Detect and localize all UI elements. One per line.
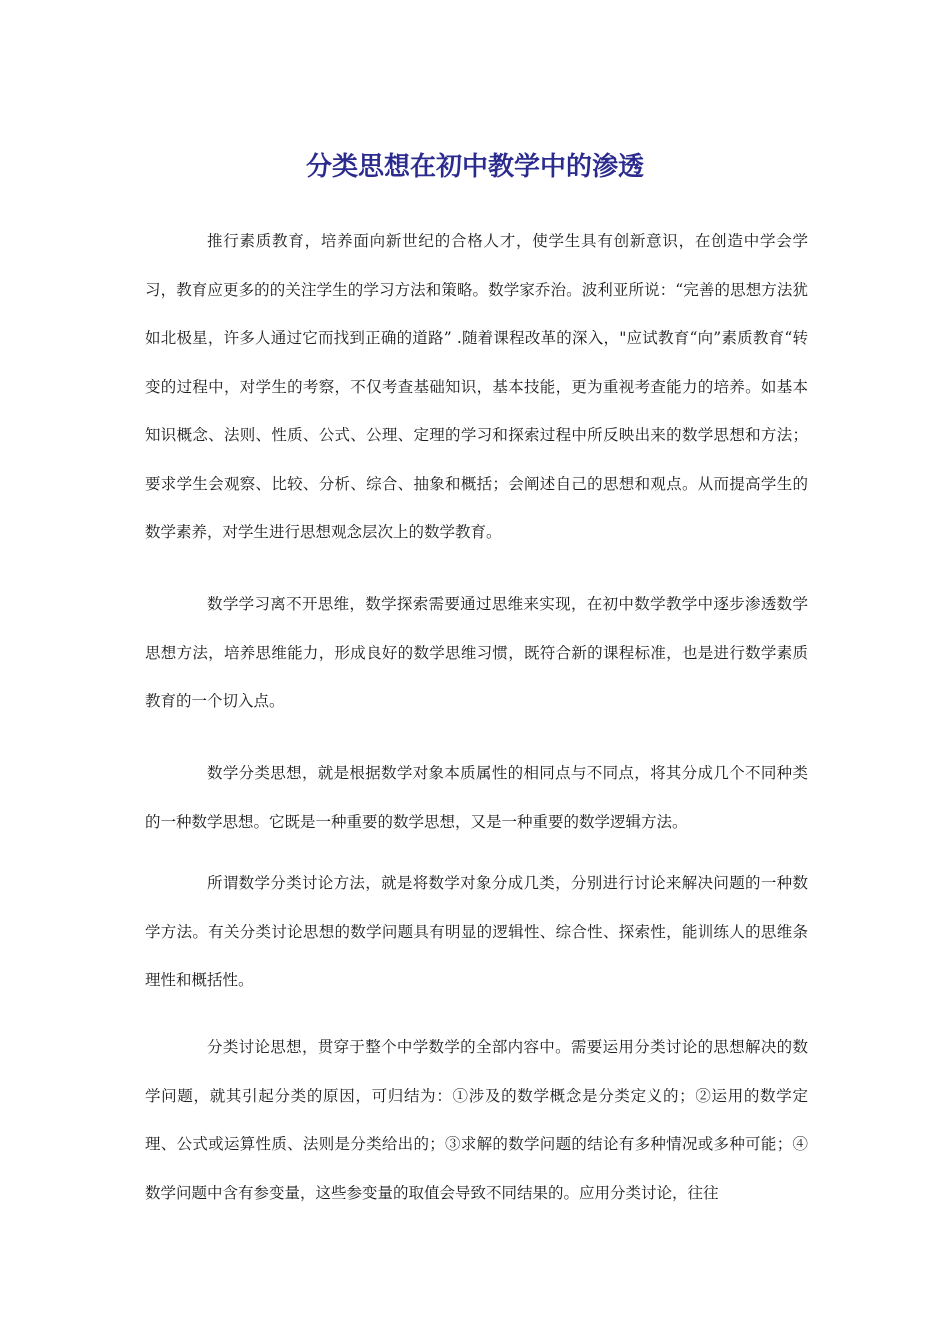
- paragraph-classification-causes: 分类讨论思想，贯穿于整个中学数学的全部内容中。需要运用分类讨论的思想解决的数学问题，就其引起分类的原因，可归结为：①涉及的数学概念是分类定义的；②运用的数学定理、公式或运算性质、法则是分类给出的；③求解的数学问题的结论有多种情况或多种可能；④数学问题中含有参变量，这些参变量的取值会导致不同结果的。应用分类讨论，往往: [145, 1038, 808, 1202]
- paragraph-intro: 推行素质教育，培养面向新世纪的合格人才，使学生具有创新意识，在创造中学会学习，教育应更多的的关注学生的学习方法和策略。数学家乔治。波利亚所说：“完善的思想方法犹如北极星，许多人通过它而找到正确的道路” .随着课程改革的深入，"应试教育“向”素质教育“转变的过程中，对学生的考察，不仅考查基础知识，基本技能，更为重视考查能力的培养。如基本知识概念、法则、性质、公式、公理、定理的学习和探索过程中所反映出来的数学思想和方法；要求学生会观察、比较、分析、综合、抽象和概括；会阐述自己的思想和观点。从而提高学生的数学素养，对学生进行思想观念层次上的数学教育。: [145, 232, 808, 541]
- document-title: 分类思想在初中教学中的渗透: [305, 152, 644, 182]
- paragraph-classification-idea: 数学分类思想，就是根据数学对象本质属性的相同点与不同点，将其分成几个不同种类的一种数学思想。它既是一种重要的数学思想，又是一种重要的数学逻辑方法。: [145, 764, 808, 831]
- paragraph-classification-method: 所谓数学分类讨论方法，就是将数学对象分成几类，分别进行讨论来解决问题的一种数学方法。有关分类讨论思想的数学问题具有明显的逻辑性、综合性、探索性，能训练人的思维条理性和概括性。: [145, 874, 808, 989]
- paragraph-thinking: 数学学习离不开思维，数学探索需要通过思维来实现，在初中数学教学中逐步渗透数学思想方法，培养思维能力，形成良好的数学思维习惯，既符合新的课程标准，也是进行数学素质教育的一个切入点。: [145, 595, 808, 710]
